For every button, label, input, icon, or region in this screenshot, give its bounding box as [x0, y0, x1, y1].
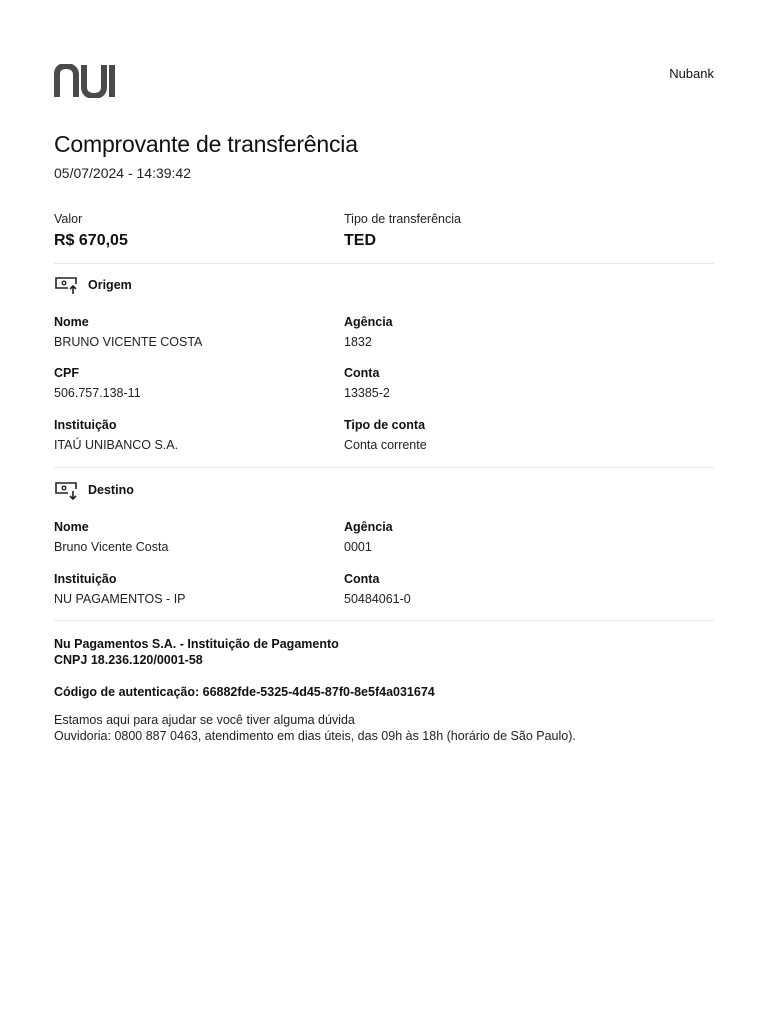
receipt-page: [54, 0, 714, 1024]
transfer-type-value: TED: [344, 232, 376, 249]
origin-agency-field: [344, 314, 393, 350]
destination-name-field: [54, 519, 168, 555]
origin-name-field: [54, 314, 202, 350]
origin-agency-label: Agência: [344, 315, 393, 329]
help-text: Estamos aqui para ajudar se você tiver alguma dúvida: [54, 713, 355, 727]
destination-name-label: Nome: [54, 520, 89, 534]
brand-name: Nubank: [669, 66, 714, 81]
origin-institution-label: Instituição: [54, 418, 117, 432]
origin-agency-value: 1832: [344, 335, 372, 349]
company-cnpj: CNPJ 18.236.120/0001-58: [54, 653, 203, 667]
origin-cpf-label: CPF: [54, 366, 79, 380]
origin-institution-value: ITAÚ UNIBANCO S.A.: [54, 438, 179, 452]
origin-account-type-label: Tipo de conta: [344, 418, 426, 432]
page-title: Comprovante de transferência: [54, 131, 358, 157]
destination-section-header: [54, 480, 134, 500]
origin-account-label: Conta: [344, 366, 380, 380]
origin-account-type-value: Conta corrente: [344, 438, 427, 452]
transfer-type-label: Tipo de transferência: [344, 212, 461, 226]
value-field: [54, 211, 128, 251]
origin-cpf-value: 506.757.138-11: [54, 386, 141, 400]
destination-account-download-icon: [54, 480, 78, 500]
destination-heading: Destino: [88, 483, 134, 497]
value-amount: R$ 670,05: [54, 232, 128, 249]
destination-account-field: [344, 571, 411, 607]
destination-agency-value: 0001: [344, 540, 372, 554]
destination-account-label: Conta: [344, 572, 380, 586]
origin-account-upload-icon: [54, 275, 78, 295]
destination-agency-field: [344, 519, 393, 555]
destination-institution-label: Instituição: [54, 572, 117, 586]
origin-institution-field: [54, 417, 178, 453]
origin-heading: Origem: [88, 278, 132, 292]
destination-institution-value: NU PAGAMENTOS - IP: [54, 592, 186, 606]
value-label: Valor: [54, 212, 83, 226]
transfer-type-field: [344, 211, 461, 251]
authentication-code: Código de autenticação: 66882fde-5325-4d45-87f0-8e5f4a031674: [54, 685, 435, 699]
origin-section-header: [54, 275, 132, 295]
origin-account-value: 13385-2: [344, 386, 390, 400]
divider: [54, 467, 714, 468]
company-name: Nu Pagamentos S.A. - Instituição de Pagamento: [54, 637, 339, 651]
ombudsman-text: Ouvidoria: 0800 887 0463, atendimento em dias úteis, das 09h às 18h (horário de São Paulo).: [54, 729, 576, 743]
destination-agency-label: Agência: [344, 520, 393, 534]
transfer-datetime: 05/07/2024 - 14:39:42: [54, 165, 192, 181]
destination-name-value: Bruno Vicente Costa: [54, 540, 169, 554]
origin-name-label: Nome: [54, 315, 89, 329]
divider: [54, 263, 714, 264]
origin-account-type-field: [344, 417, 427, 453]
origin-cpf-field: [54, 365, 141, 401]
destination-account-value: 50484061-0: [344, 592, 411, 606]
nu-logo-icon: [54, 64, 118, 98]
origin-name-value: BRUNO VICENTE COSTA: [54, 335, 203, 349]
destination-institution-field: [54, 571, 186, 607]
origin-account-field: [344, 365, 390, 401]
divider: [54, 620, 714, 621]
